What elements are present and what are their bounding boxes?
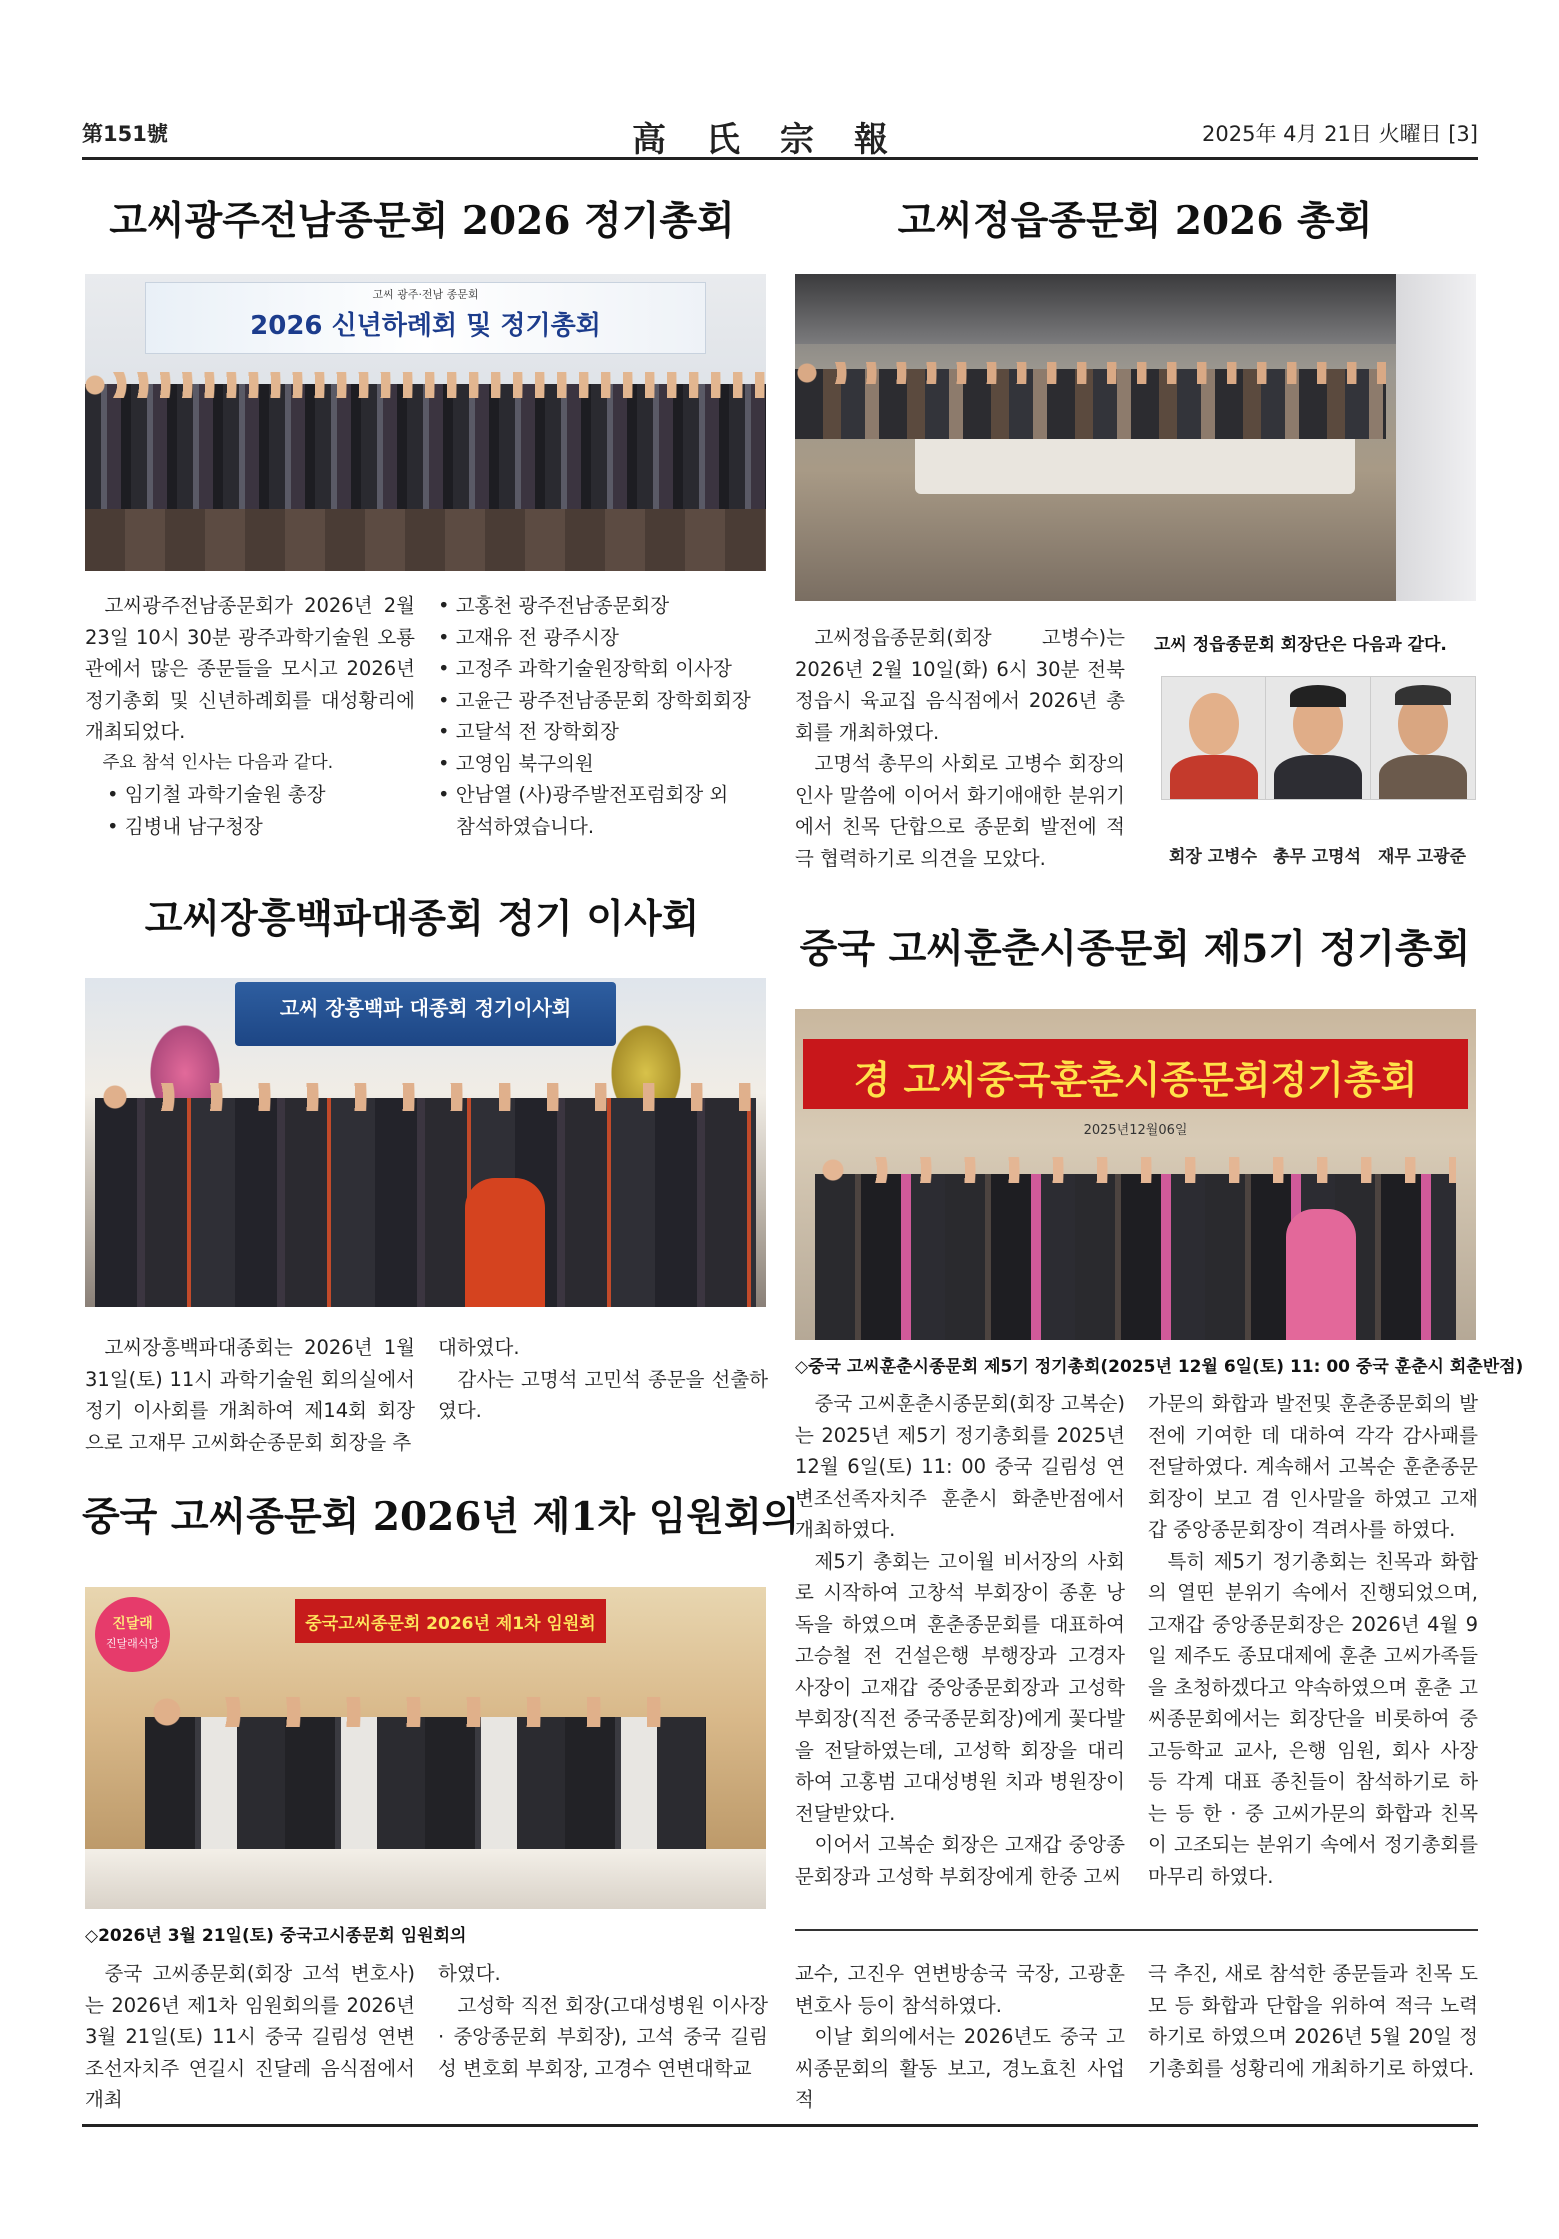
jeongeup-body: 고씨정읍종문회(회장 고병수)는 2026년 2월 10일(화) 6시 30분 전북 정읍시 육교집 음식점에서 2026년 총회를 개최하였다. 고명석 총무의 사회로 고병수 회장의 인사 말씀에 이어서 화기애애한 분위기에서 친목 단합으로 종문회 발전에 적극 협력하기로 의견을 모았다. (795, 626, 1125, 870)
photo-jangheung-meeting (85, 978, 766, 1307)
board-label-treasurer: 재무 고광준 (1377, 847, 1467, 867)
china-exec-body-col3: 교수, 고진우 연변방송국 국장, 고광훈 변호사 등이 참석하였다. 이날 회의에서는 2026년도 중국 고씨종문회의 활동 보고, 경노효친 사업 적 (795, 1962, 1125, 2111)
article-headline-jeongeup: 고씨정읍종문회 2026 총회 (897, 198, 1373, 244)
group-heads (145, 1697, 706, 1727)
seating (85, 509, 766, 571)
gwangju-guests-right (438, 590, 768, 842)
diner-heads (795, 362, 1386, 384)
china-exec-caption: ◇2026년 3월 21일(토) 중국고시종문회 임원회의 (85, 1926, 467, 1946)
footer-rule (82, 2124, 1478, 2127)
guest-item: • 고윤근 광주전남종문회 장학회회장 (438, 688, 751, 712)
guest-item: • 안남열 (사)광주발전포럼회장 외 (438, 783, 729, 806)
photo-hunchun-meeting: 경 고씨중국훈춘시종문회정기총회 2025년12월06일 (795, 1009, 1476, 1340)
group-heads (95, 1083, 756, 1111)
guest-item: • 고영임 북구의원 (438, 751, 594, 775)
crowd-heads (85, 372, 766, 398)
banquet-table (85, 1849, 766, 1909)
article-headline-china-exec: 중국 고씨종문회 2026년 제1차 임원회의 (82, 1494, 800, 1540)
newspaper-title: 高氏宗報 (632, 120, 928, 160)
china-exec-body-col4: 극 추진, 새로 참석한 종문들과 친목 도모 등 화합과 단합을 위하여 적극 노력하기로 하였으며 2026년 5월 20일 정기총회를 성황리에 개최하기로 하였다. (1148, 1962, 1478, 2080)
issue-date: 2025年 4月 21日 火曜日 [3] (1202, 122, 1478, 146)
hunchun-body-right: 가문의 화합과 발전및 훈춘종문회의 발전에 기여한 데 대하여 각각 감사패를 전달하였다. 계속해서 고복순 훈춘종문회장이 보고 겸 인사말을 하였고 고재갑 중앙종문회장이 격려사를 하였다. 특히 제5기 정기총회는 친목과 화합의 열띤 분위기 속에서 진행되었으며, 고재갑 중앙종문회장은 2026년 4월 9일 제주도 종묘대제에 훈춘 고씨가족들을 초청하겠다고 약속하였으며 훈춘 고씨종문회에서는 회장단을 비롯하여 중고등학교 교사, 은행 임원, 회사 사장 등 각계 대표 종친들이 참석하기로 하는 등 한 · 중 고씨가문의 화합과 친목이 고조되는 분위기 속에서 정기총회를 마무리 하였다. (1148, 1392, 1478, 1888)
guest-item: • 고달석 전 장학회장 (438, 720, 619, 743)
group (95, 1098, 756, 1307)
guest-item: • 고정주 과학기술원장학회 이사장 (438, 657, 732, 680)
photo-banner: 고씨 광주·전남 종문회 2026 신년하례회 및 정기총회 (145, 282, 706, 354)
dining-table (915, 434, 1355, 494)
photo-jeongeup-dinner (795, 274, 1476, 601)
hunchun-body-left: 중국 고씨훈춘시종문회(회장 고복순)는 2025년 제5기 정기총회를 2025년 12월 6일(토) 11: 00 중국 길림성 연변조선족자치주 훈춘시 화춘반점에서 개최하였다. 제5기 총회는 고이월 비서장의 사회로 시작하여 고창석 부회장이 종훈 낭독을 하였으며 훈춘종문회를 대표하여 고승철 전 건설은행 부행장과 고경자 사장이 고재갑 중앙종문회장과 고성학 부회장(직전 중국종문회장)에게 꽃다발을 전달하였는데, 고성학 회장을 대리하여 고홍범 고대성병원 치과 병원장이 전달받았다. 이어서 고복순 회장은 고재갑 중앙종문회장과 고성학 부회장에게 한중 고씨 (795, 1392, 1125, 1888)
photo-banner: 고씨 장흥백파 대종회 정기이사회 (235, 982, 616, 1046)
guest-item: • 임기철 과학기술원 총장 (107, 783, 326, 806)
board-label-secretary: 총무 고명석 (1272, 847, 1362, 867)
masthead (82, 112, 1478, 160)
china-exec-body-col2: 하였다. 고성학 직전 회장(고대성병원 이사장 · 중앙종문회 부회장), 고석 중국 길림성 변호회 부회장, 고경수 연변대학교 (438, 1962, 768, 2080)
group-heads (815, 1157, 1456, 1183)
jangheung-body-right: 대하였다. 감사는 고명석 고민석 종문을 선출하였다. (438, 1336, 768, 1422)
gwangju-guests-left (107, 779, 407, 842)
ceiling (795, 274, 1476, 344)
photo-banner: 경 고씨중국훈춘시종문회정기총회 (803, 1039, 1468, 1109)
hunchun-caption: ◇중국 고씨훈춘시종문회 제5기 정기총회(2025년 12월 6일(토) 11: 00 중국 훈춘시 회춘반점) (795, 1357, 1524, 1377)
article-headline-hunchun: 중국 고씨훈춘시종문회 제5기 정기총회 (799, 926, 1471, 972)
restaurant-sign: 진달래 진달래식당 (95, 1597, 170, 1672)
china-exec-body-col1: 중국 고씨종문회(회장 고석 변호사)는 2026년 제1차 임원회의를 2026년 3월 21일(토) 11시 중국 길림성 연변조선자치주 연길시 진달레 음식점에서 개최 (85, 1962, 415, 2111)
gwangju-body: 고씨광주전남종문회가 2026년 2월 23일 10시 30분 광주과학기술원 오룡관에서 많은 종문들을 모시고 2026년 정기총회 및 신년하례회를 대성황리에 개최되었다. 주요 참석 인사는 다음과 같다. (85, 594, 415, 773)
closing-text: 참석하였습니다. (456, 814, 595, 838)
photo-gwangju-meeting (85, 274, 766, 571)
guest-item: • 김병내 남구청장 (107, 814, 263, 838)
jangheung-body-left: 고씨장흥백파대종회는 2026년 1월 31일(토) 11시 과학기술원 회의실에서 정기 이사회를 개최하여 제14회 회장으로 고재무 고씨화순종문회 회장을 추 (85, 1336, 415, 1454)
portrait-treasurer (1370, 676, 1476, 800)
board-label-president: 회장 고병수 (1168, 847, 1258, 867)
portrait-secretary (1265, 676, 1371, 800)
pink-dress (1286, 1209, 1356, 1340)
article-headline-jangheung: 고씨장흥백파대종회 정기 이사회 (144, 896, 700, 942)
masthead-rule (82, 157, 1478, 160)
window (1396, 274, 1476, 601)
group (145, 1717, 706, 1867)
guest-item: • 고홍천 광주전남종문회장 (438, 594, 670, 617)
group (815, 1174, 1456, 1340)
crowd (85, 384, 766, 509)
portrait-president (1161, 676, 1267, 800)
article-headline-gwangju: 고씨광주전남종문회 2026 정기총회 (109, 198, 735, 244)
guest-item: • 고재유 전 광주시장 (438, 625, 619, 649)
photo-banner: 중국고씨종문회 2026년 제1차 임원회 (295, 1599, 606, 1643)
jeongeup-board-title: 고씨 정읍종문회 회장단은 다음과 같다. (1154, 635, 1447, 655)
issue-number: 第151號 (82, 122, 168, 146)
red-jacket (465, 1178, 545, 1307)
column-rule (795, 1929, 1478, 1931)
photo-china-exec-meeting (85, 1587, 766, 1909)
